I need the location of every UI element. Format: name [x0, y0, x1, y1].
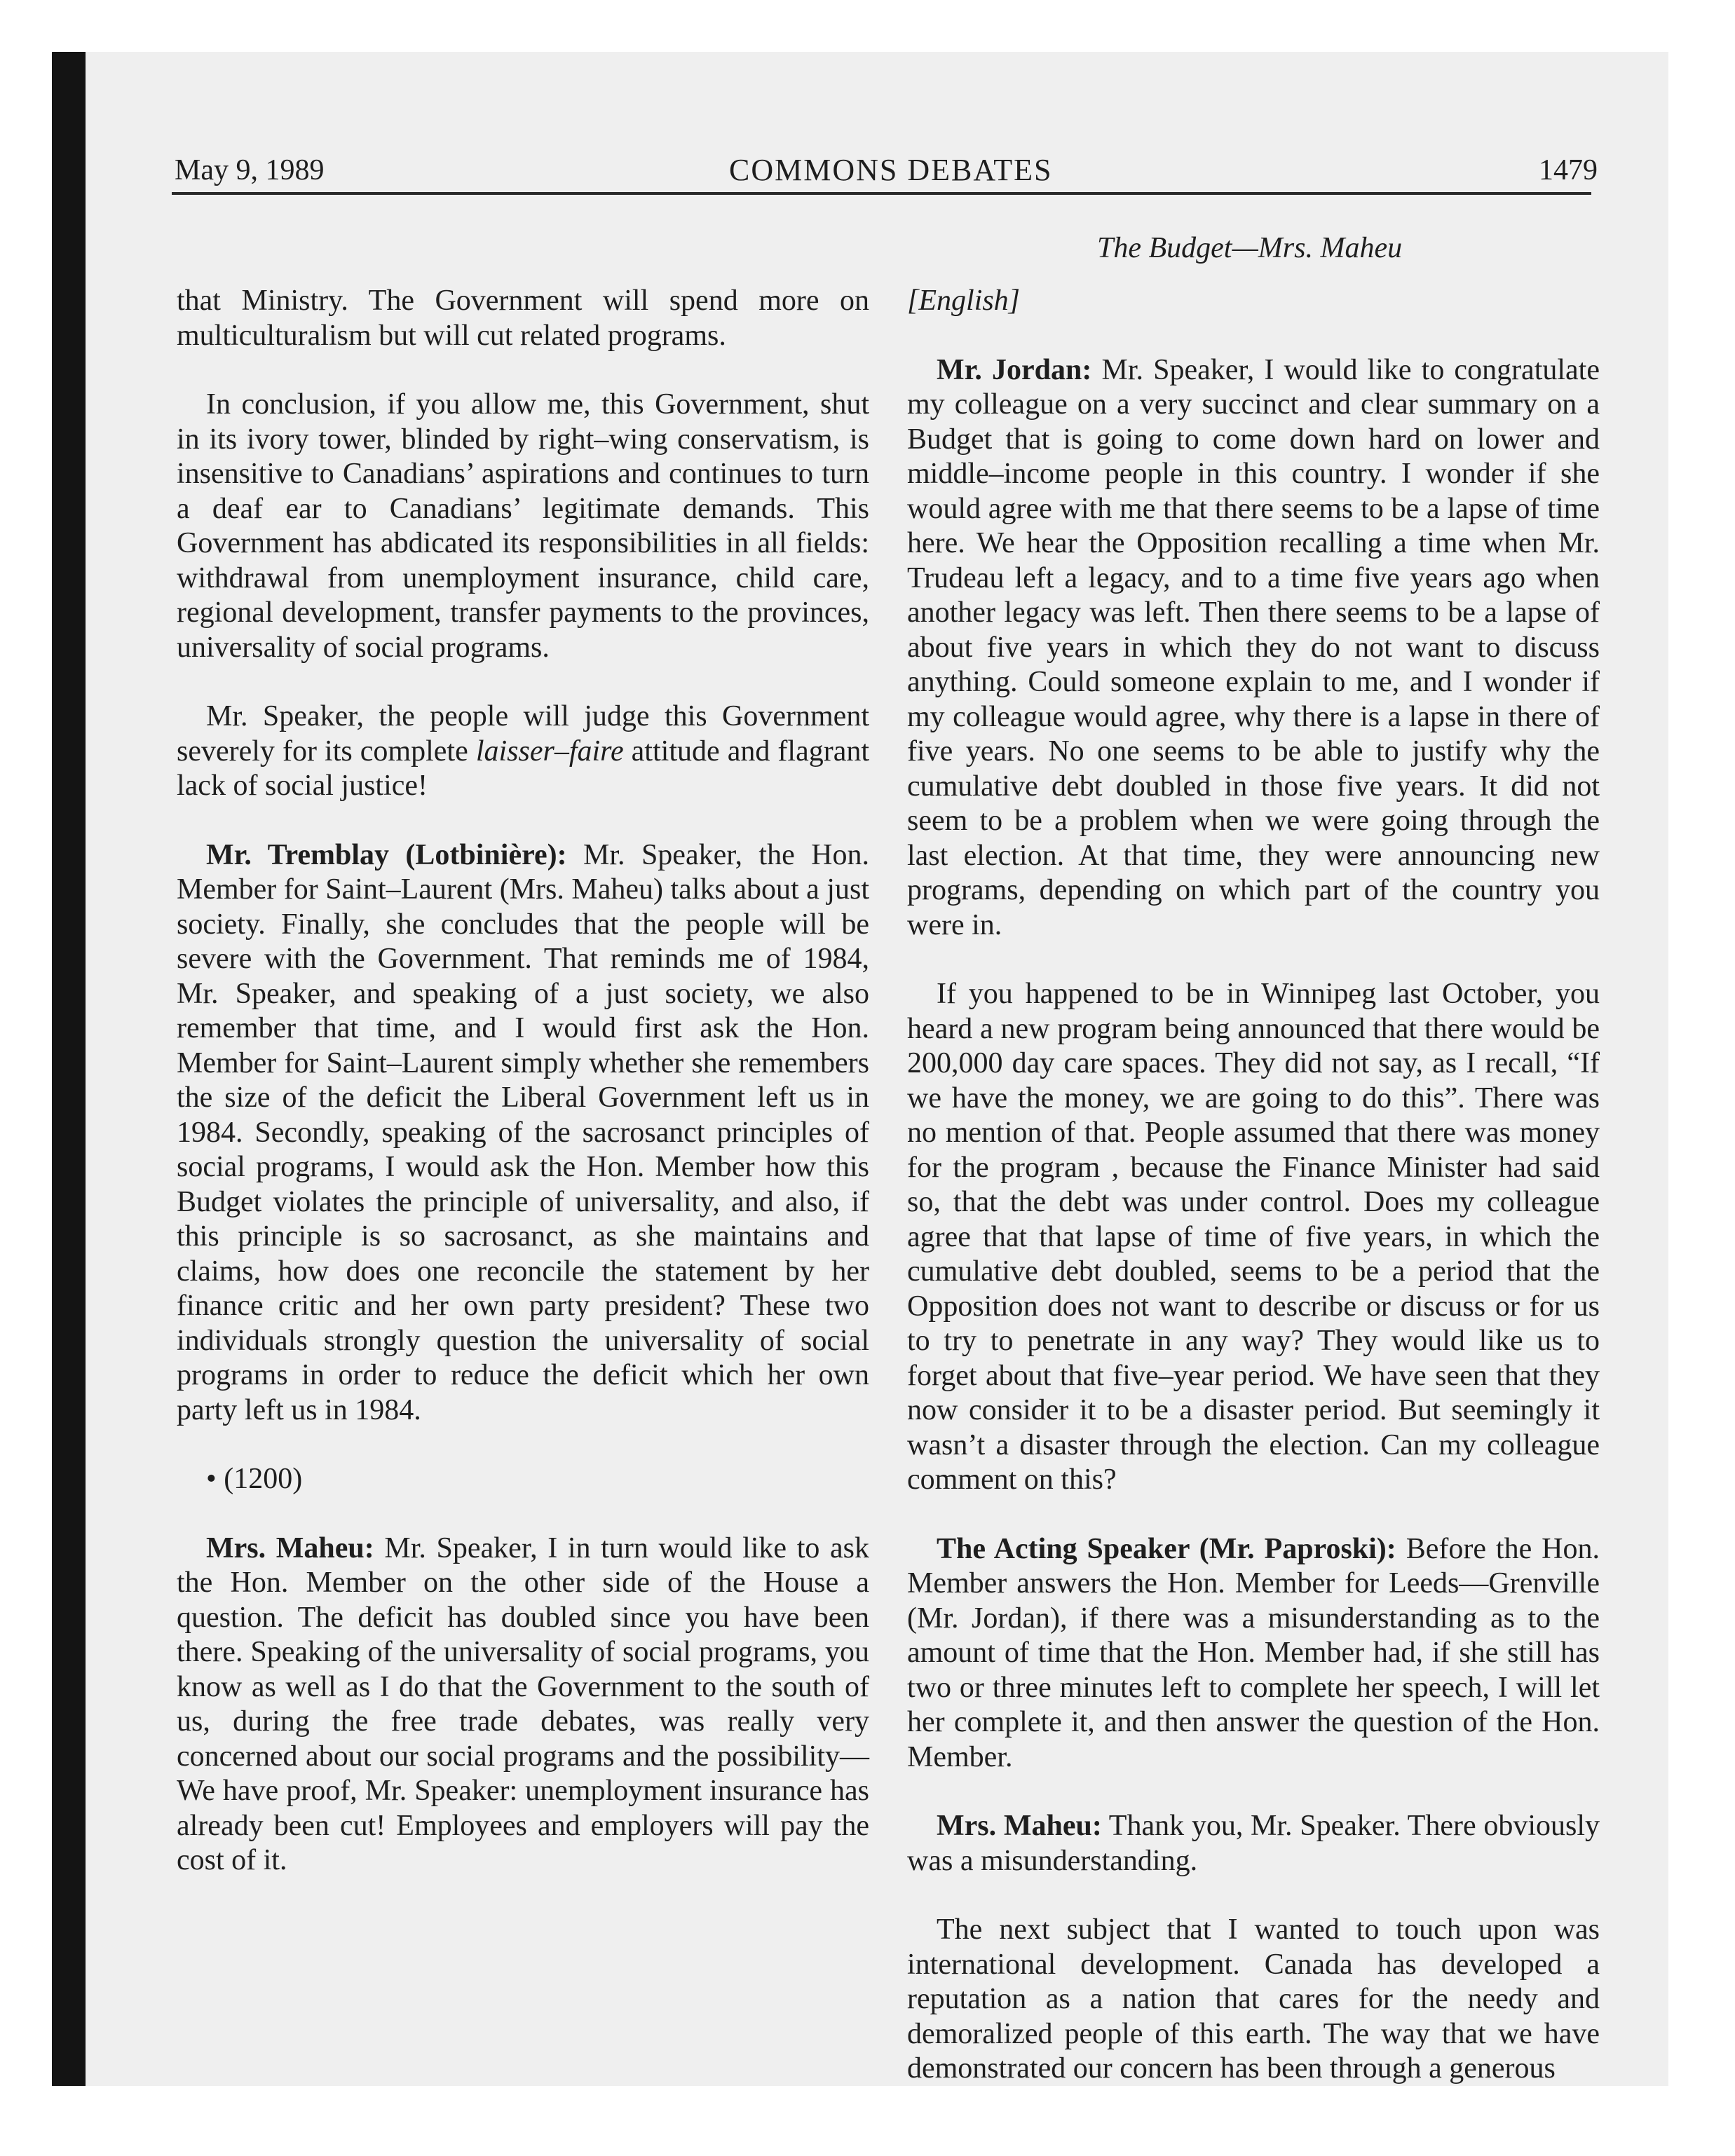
language-tag: [English] [907, 285, 1021, 317]
speech-text: Mr. Speaker, the Hon. Member for Saint–Laurent (Mrs. Maheu) talks about a just society. Finally, she concludes that the people will be severe with the Government. That reminds me of 1984, Mr. Speaker, and speaking of a just society, we also remember that time, and I would first ask the Hon. Member for Saint–Laurent simply whether she remembers the size of the deficit the Liberal Government left us in 1984. Secondly, speaking of the sacrosanct principles of social programs, I would ask the Hon. Member how this Budget violates the principle of universality, and also, if this principle is so sacrosanct, as she maintains and claims, how does one reconcile the statement by her finance critic and her own party president? These two individuals strongly question the universality of social programs in order to reduce the deficit which her own party left us in 1984. [177, 838, 869, 1426]
speaker-name: Mr. Tremblay (Lotbinière): [206, 838, 567, 871]
paragraph: The next subject that I wanted to touch upon was international development. Canada has developed a reputation as a nation that cares for the needy and demoralized people of this earth. The way that we have demonstrated our concern has been through a generous [907, 1913, 1600, 2085]
speech-paragraph [907, 1809, 1600, 1878]
time-marker: • (1200) [206, 1463, 303, 1495]
paragraph-text: Mr. Speaker, the people will judge this Government severely for its complete [177, 700, 869, 767]
italic-phrase: laisser–faire [475, 735, 624, 767]
running-head: The Budget—Mrs. Maheu [1097, 232, 1403, 264]
speaker-name: Mr. Jordan: [937, 353, 1092, 386]
speech-paragraph [177, 1531, 869, 1878]
speaker-name: Mrs. Maheu: [206, 1531, 374, 1564]
left-column [177, 284, 869, 1913]
right-column [907, 284, 1600, 2121]
paragraph: If you happened to be in Winnipeg last October, you heard a new program being announced that there would be 200,000 day care spaces. They did not say, as I recall, “If we have the money, we are going to do this”. There was no mention of that. People assumed that there was money for the program , because the Finance Minister had said so, that the debt was under control. Does my colleague agree that that lapse of time of five years, in which the cumulative debt doubled, seems to be a period that the Opposition does not want to describe or discuss or for us to try to penetrate in any way? They would like us to forget about that five–year period. We have seen that they now consider it to be a disaster period. But seemingly it wasn’t a disaster through the election. Can my colleague comment on this? [907, 978, 1600, 1496]
speech-paragraph [907, 1532, 1600, 1775]
paragraph: In conclusion, if you allow me, this Government, shut in its ivory tower, blinded by right–wing conservatism, is insensitive to Canadians’ aspirations and continues to turn a deaf ear to Canadians’ legitimate demands. This Government has abdicated its responsibilities in all fields: withdrawal from unemployment insurance, child care, regional development, transfer payments to the provinces, universality of social programs. [177, 388, 869, 664]
header-title: COMMONS DEBATES [729, 153, 1053, 187]
speaker-name: Mrs. Maheu: [937, 1810, 1102, 1842]
speech-paragraph [907, 353, 1600, 943]
paragraph [177, 700, 869, 804]
speech-text: Mr. Speaker, I would like to congratulate my colleague on a very succinct and clear summary on a Budget that is going to come down hard on lower and middle–income people in this country. I wonder if she would agree with me that there seems to be a lapse of time here. We hear the Opposition recalling a time when Mr. Trudeau left a legacy, and to a time five years ago when another legacy was left. Then there seems to be a lapse of about five years in which they do not want to discuss anything. Could someone explain to me, and I wonder if my colleague would agree, why there is a lapse in there of five years. No one seems to be able to justify why the cumulative debt doubled in those five years. It did not seem to be a problem when we were going through the last election. At that time, they were announcing new programs, depending on which part of the country you were in. [907, 353, 1600, 941]
header-rule [172, 192, 1591, 195]
speech-text: Before the Hon. Member answers the Hon. Member for Leeds—Grenville (Mr. Jordan), if there was a misunderstanding as to the amount of time that the Hon. Member had, if she still has two or three minutes left to complete her speech, I will let her complete it, and then answer the question of the Hon. Member. [907, 1532, 1600, 1773]
speaker-name: The Acting Speaker (Mr. Paproski): [937, 1532, 1396, 1565]
speech-text: Mr. Speaker, I in turn would like to ask the Hon. Member on the other side of the House a question. The deficit has doubled since you have been there. Speaking of the universality of social programs, you know as well as I do that the Government to the south of us, during the free trade debates, was really very concerned about our social programs and the possibility— We have proof, Mr. Speaker: unemployment insurance has already been cut! Employees and employers will pay the cost of it. [177, 1531, 869, 1876]
paragraph: that Ministry. The Government will spend more on multiculturalism but will cut related programs. [177, 285, 869, 352]
paragraph-text: attitude and flagrant lack of social justice! [177, 735, 870, 802]
speech-text: Thank you, Mr. Speaker. There obviously was a misunderstanding. [907, 1810, 1600, 1877]
scan-border [52, 52, 86, 2086]
header-date: May 9, 1989 [175, 154, 325, 186]
speech-paragraph [177, 838, 869, 1428]
